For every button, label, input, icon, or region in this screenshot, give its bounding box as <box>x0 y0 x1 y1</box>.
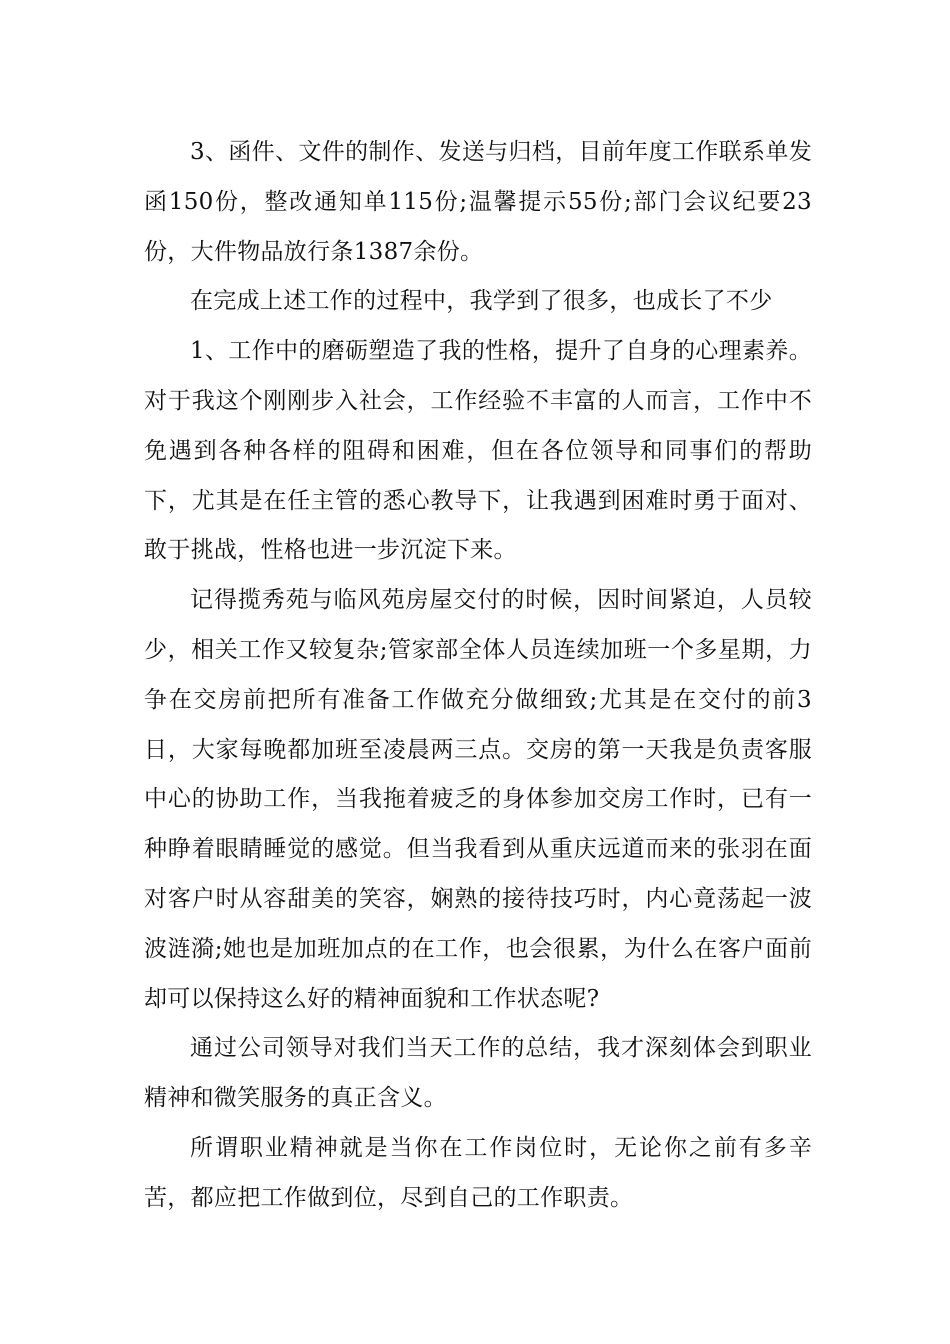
paragraph-definition: 所谓职业精神就是当你在工作岗位时，无论你之前有多辛苦，都应把工作做到位，尽到自己的工作职责。 <box>144 1134 812 1211</box>
paragraph-handover-story: 记得揽秀苑与临风苑房屋交付的时候，因时间紧迫，人员较少，相关工作又较复杂;管家部全体人员连续加班一个多星期，力争在交房前把所有准备工作做充分做细致;尤其是在交付的前3日，大家每晚都加班至凌晨两三点。交房的第一天我是负责客服中心的协助工作，当我拖着疲乏的身体参加交房工作时，已有一种睁着眼睛睡觉的感觉。但当我看到从重庆远道而来的张羽在面对客户时从容甜美的笑容，娴熟的接待技巧时，内心竟荡起一波波涟漪;她也是加班加点的在工作，也会很累，为什么在客户面前却可以保持这么好的精神面貌和工作状态呢? <box>144 587 812 1012</box>
paragraph-lessons-intro: 在完成上述工作的过程中，我学到了很多，也成长了不少 <box>190 288 773 315</box>
paragraph-professional-spirit: 通过公司领导对我们当天工作的总结，我才深刻体会到职业精神和微笑服务的真正含义。 <box>144 1035 812 1112</box>
document-page <box>144 128 812 1224</box>
paragraph-document-stats: 3、函件、文件的制作、发送与归档，目前年度工作联系单发函150份，整改通知单115份;温馨提示55份;部门会议纪要23份，大件物品放行条1387余份。 <box>144 139 812 265</box>
paragraph-character-growth: 1、工作中的磨砺塑造了我的性格，提升了自身的心理素养。对于我这个刚刚步入社会，工作经验不丰富的人而言，工作中不免遇到各种各样的阻碍和困难，但在各位领导和同事们的帮助下，尤其是在任主管的悉心教导下，让我遇到困难时勇于面对、敢于挑战，性格也进一步沉淀下来。 <box>144 338 812 564</box>
